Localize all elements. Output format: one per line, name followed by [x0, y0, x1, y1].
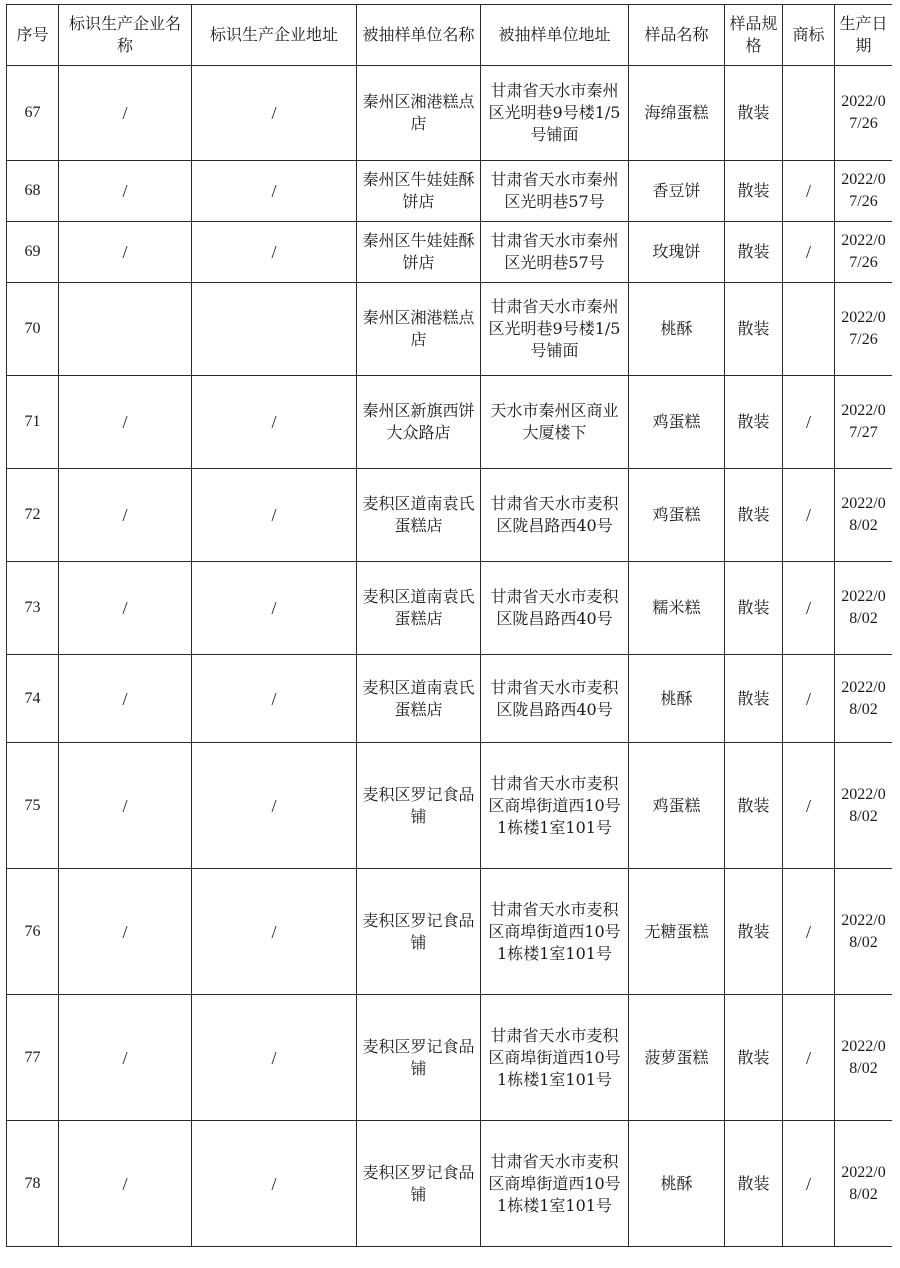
- header-spec: 样品规格: [725, 5, 783, 66]
- cell-spec: 散装: [725, 376, 783, 469]
- sampling-table: [6, 4, 892, 1247]
- cell-sampled-unit: 麦积区道南袁氏蛋糕店: [357, 562, 481, 655]
- cell-brand: /: [783, 655, 835, 743]
- header-sampled-unit: 被抽样单位名称: [357, 5, 481, 66]
- cell-sample-name: 无糖蛋糕: [629, 869, 725, 995]
- cell-manufacturer: /: [59, 655, 192, 743]
- cell-sampled-unit: 麦积区道南袁氏蛋糕店: [357, 469, 481, 562]
- cell-manufacturer: /: [59, 66, 192, 161]
- cell-sampled-unit-address: 甘肃省天水市秦州区光明巷9号楼1/5号铺面: [481, 66, 629, 161]
- cell-brand: /: [783, 222, 835, 283]
- cell-sampled-unit-address: 甘肃省天水市麦积区陇昌路西40号: [481, 469, 629, 562]
- cell-manufacturer-address: [192, 283, 357, 376]
- table-row: [7, 655, 893, 743]
- table-row: [7, 562, 893, 655]
- cell-sample-name: 糯米糕: [629, 562, 725, 655]
- cell-manufacturer-address: /: [192, 562, 357, 655]
- cell-spec: 散装: [725, 743, 783, 869]
- cell-sampled-unit: 麦积区罗记食品铺: [357, 1121, 481, 1247]
- cell-seq: 78: [7, 1121, 59, 1247]
- sampling-results-sheet: [6, 4, 892, 1256]
- cell-manufacturer: [59, 283, 192, 376]
- header-date: 生产日期: [835, 5, 893, 66]
- cell-sampled-unit: 秦州区牛娃娃酥饼店: [357, 161, 481, 222]
- cell-spec: 散装: [725, 562, 783, 655]
- header-manufacturer-address: 标识生产企业地址: [192, 5, 357, 66]
- cell-manufacturer: /: [59, 376, 192, 469]
- cell-sample-name: 鸡蛋糕: [629, 376, 725, 469]
- table-row: [7, 469, 893, 562]
- cell-date: 2022/08/02: [835, 1121, 893, 1247]
- cell-brand: /: [783, 1121, 835, 1247]
- cell-date: 2022/07/27: [835, 376, 893, 469]
- cell-sample-name: 桃酥: [629, 283, 725, 376]
- header-sample-name: 样品名称: [629, 5, 725, 66]
- table-row: [7, 161, 893, 222]
- cell-sampled-unit: 秦州区湘港糕点店: [357, 66, 481, 161]
- table-row: [7, 743, 893, 869]
- cell-manufacturer-address: /: [192, 469, 357, 562]
- cell-manufacturer-address: /: [192, 655, 357, 743]
- cell-date: 2022/08/02: [835, 655, 893, 743]
- cell-manufacturer: /: [59, 743, 192, 869]
- cell-manufacturer: /: [59, 562, 192, 655]
- cell-sampled-unit-address: 甘肃省天水市麦积区陇昌路西40号: [481, 655, 629, 743]
- cell-spec: 散装: [725, 995, 783, 1121]
- cell-spec: 散装: [725, 655, 783, 743]
- cell-manufacturer: /: [59, 869, 192, 995]
- cell-spec: 散装: [725, 283, 783, 376]
- cell-brand: /: [783, 869, 835, 995]
- cell-manufacturer: /: [59, 469, 192, 562]
- cell-manufacturer-address: /: [192, 376, 357, 469]
- cell-seq: 77: [7, 995, 59, 1121]
- cell-sample-name: 香豆饼: [629, 161, 725, 222]
- cell-manufacturer-address: /: [192, 222, 357, 283]
- cell-sample-name: 鸡蛋糕: [629, 743, 725, 869]
- cell-sampled-unit-address: 甘肃省天水市秦州区光明巷57号: [481, 161, 629, 222]
- cell-brand: /: [783, 161, 835, 222]
- cell-spec: 散装: [725, 222, 783, 283]
- cell-manufacturer-address: /: [192, 995, 357, 1121]
- header-brand: 商标: [783, 5, 835, 66]
- cell-brand: /: [783, 995, 835, 1121]
- table-row: [7, 222, 893, 283]
- cell-sampled-unit: 麦积区道南袁氏蛋糕店: [357, 655, 481, 743]
- header-seq: 序号: [7, 5, 59, 66]
- cell-sampled-unit-address: 甘肃省天水市秦州区光明巷57号: [481, 222, 629, 283]
- header-row: [7, 5, 893, 66]
- cell-sample-name: 海绵蛋糕: [629, 66, 725, 161]
- table-body: [7, 66, 893, 1247]
- table-row: [7, 66, 893, 161]
- table-row: [7, 869, 893, 995]
- cell-seq: 71: [7, 376, 59, 469]
- cell-sampled-unit: 麦积区罗记食品铺: [357, 995, 481, 1121]
- cell-manufacturer: /: [59, 222, 192, 283]
- cell-manufacturer-address: /: [192, 743, 357, 869]
- cell-sample-name: 菠萝蛋糕: [629, 995, 725, 1121]
- cell-sampled-unit: 秦州区牛娃娃酥饼店: [357, 222, 481, 283]
- cell-manufacturer: /: [59, 1121, 192, 1247]
- cell-sampled-unit-address: 甘肃省天水市秦州区光明巷9号楼1/5号铺面: [481, 283, 629, 376]
- table-row: [7, 283, 893, 376]
- cell-spec: 散装: [725, 161, 783, 222]
- cell-spec: 散装: [725, 1121, 783, 1247]
- cell-spec: 散装: [725, 869, 783, 995]
- cell-sample-name: 玫瑰饼: [629, 222, 725, 283]
- table-row: [7, 376, 893, 469]
- cell-date: 2022/08/02: [835, 469, 893, 562]
- cell-sample-name: 鸡蛋糕: [629, 469, 725, 562]
- cell-brand: [783, 66, 835, 161]
- cell-sampled-unit: 麦积区罗记食品铺: [357, 869, 481, 995]
- cell-manufacturer: /: [59, 995, 192, 1121]
- cell-manufacturer-address: /: [192, 1121, 357, 1247]
- cell-date: 2022/07/26: [835, 222, 893, 283]
- cell-seq: 67: [7, 66, 59, 161]
- cell-date: 2022/08/02: [835, 869, 893, 995]
- cell-brand: /: [783, 562, 835, 655]
- table-row: [7, 995, 893, 1121]
- cell-seq: 73: [7, 562, 59, 655]
- cell-brand: /: [783, 469, 835, 562]
- header-manufacturer: 标识生产企业名称: [59, 5, 192, 66]
- cell-seq: 70: [7, 283, 59, 376]
- cell-seq: 72: [7, 469, 59, 562]
- cell-spec: 散装: [725, 469, 783, 562]
- cell-date: 2022/07/26: [835, 66, 893, 161]
- cell-seq: 75: [7, 743, 59, 869]
- header-sampled-unit-address: 被抽样单位地址: [481, 5, 629, 66]
- cell-sampled-unit: 秦州区湘港糕点店: [357, 283, 481, 376]
- cell-seq: 74: [7, 655, 59, 743]
- cell-sampled-unit-address: 甘肃省天水市麦积区商埠街道西10号1栋楼1室101号: [481, 743, 629, 869]
- cell-seq: 76: [7, 869, 59, 995]
- cell-manufacturer-address: /: [192, 161, 357, 222]
- cell-manufacturer-address: /: [192, 869, 357, 995]
- cell-sampled-unit: 麦积区罗记食品铺: [357, 743, 481, 869]
- cell-date: 2022/07/26: [835, 161, 893, 222]
- cell-brand: [783, 283, 835, 376]
- cell-sampled-unit-address: 甘肃省天水市麦积区陇昌路西40号: [481, 562, 629, 655]
- cell-seq: 69: [7, 222, 59, 283]
- cell-date: 2022/08/02: [835, 995, 893, 1121]
- cell-sample-name: 桃酥: [629, 655, 725, 743]
- cell-sample-name: 桃酥: [629, 1121, 725, 1247]
- cell-manufacturer: /: [59, 161, 192, 222]
- cell-brand: /: [783, 743, 835, 869]
- cell-sampled-unit-address: 甘肃省天水市麦积区商埠街道西10号1栋楼1室101号: [481, 995, 629, 1121]
- cell-sampled-unit-address: 天水市秦州区商业大厦楼下: [481, 376, 629, 469]
- cell-sampled-unit-address: 甘肃省天水市麦积区商埠街道西10号1栋楼1室101号: [481, 1121, 629, 1247]
- table-row: [7, 1121, 893, 1247]
- cell-seq: 68: [7, 161, 59, 222]
- cell-sampled-unit-address: 甘肃省天水市麦积区商埠街道西10号1栋楼1室101号: [481, 869, 629, 995]
- cell-date: 2022/07/26: [835, 283, 893, 376]
- cell-sampled-unit: 秦州区新旗西饼大众路店: [357, 376, 481, 469]
- cell-spec: 散装: [725, 66, 783, 161]
- cell-manufacturer-address: /: [192, 66, 357, 161]
- cell-date: 2022/08/02: [835, 562, 893, 655]
- cell-brand: /: [783, 376, 835, 469]
- cell-date: 2022/08/02: [835, 743, 893, 869]
